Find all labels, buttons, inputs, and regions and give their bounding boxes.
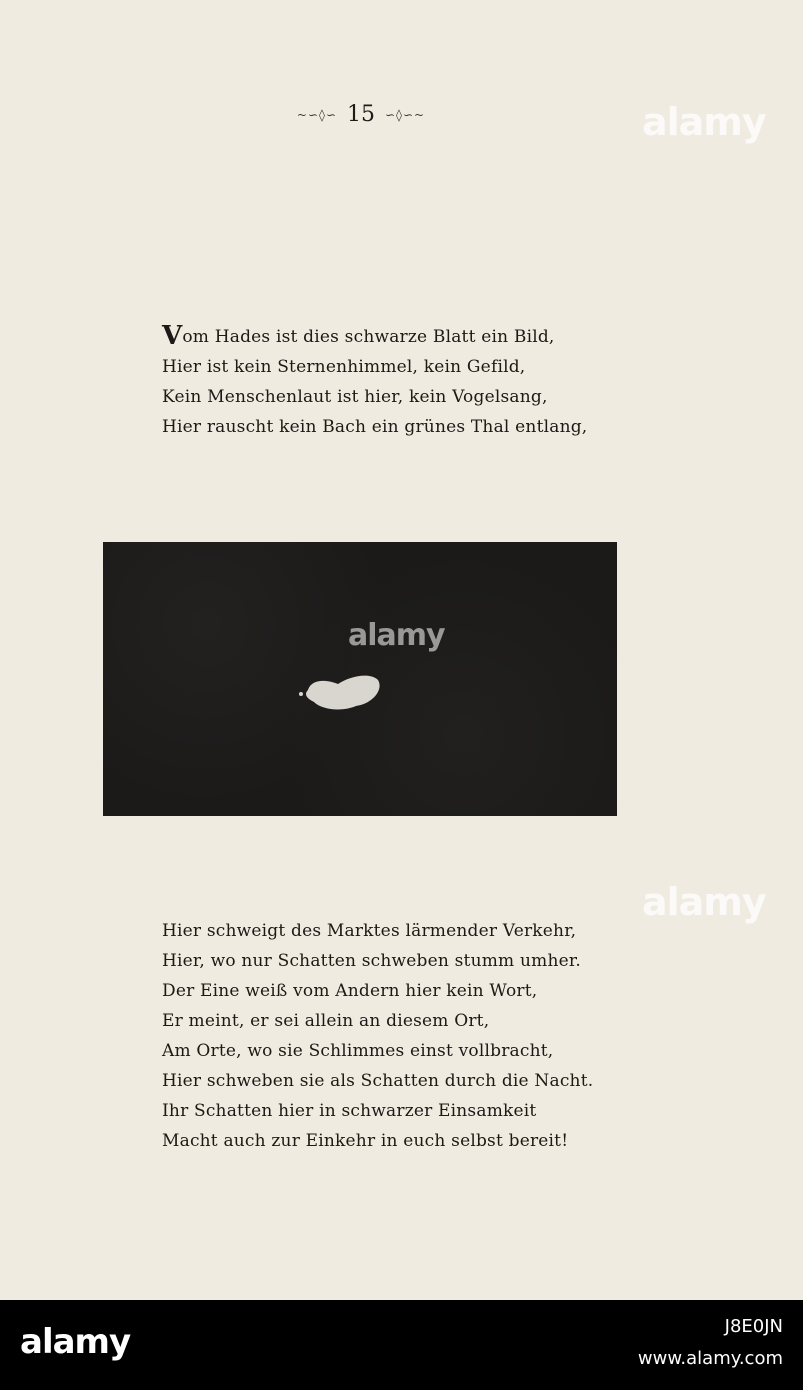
poem-line bbox=[162, 322, 592, 352]
poem-line: Hier ist kein Sternenhimmel, kein Gefild, bbox=[162, 357, 526, 377]
ornament-left-icon: ~∽◊∽ bbox=[296, 107, 337, 122]
poem-stanza-1 bbox=[162, 322, 592, 442]
page-number: 15 bbox=[347, 102, 375, 127]
ornament-right-icon: ∽◊∽~ bbox=[385, 107, 426, 122]
poem-line: Hier rauscht kein Bach ein grünes Thal entlang, bbox=[162, 417, 588, 437]
poem-line: Kein Menschenlaut ist hier, kein Vogelsang, bbox=[162, 387, 548, 407]
poem-line: Hier schweigt des Marktes lärmender Verkehr, bbox=[162, 921, 577, 941]
poem-line: Er meint, er sei allein an diesem Ort, bbox=[162, 1011, 490, 1031]
poem-line: Hier schweben sie als Schatten durch die Nacht. bbox=[162, 1071, 594, 1091]
poem-line: Ihr Schatten hier in schwarzer Einsamkeit bbox=[162, 1101, 537, 1121]
poem-line: Hier, wo nur Schatten schweben stumm umher. bbox=[162, 951, 581, 971]
watermark-top-right: alamy bbox=[642, 100, 766, 144]
stock-footer-bar bbox=[0, 1300, 803, 1390]
poem-line-text: om Hades ist dies schwarze Blatt ein Bild, bbox=[182, 327, 555, 347]
footer-url: www.alamy.com bbox=[637, 1348, 783, 1369]
footer-logo: alamy bbox=[20, 1322, 131, 1362]
drop-cap: V bbox=[162, 321, 183, 351]
watermark-mid-right: alamy bbox=[642, 880, 766, 924]
page-number-header bbox=[0, 102, 722, 127]
poem-line: Der Eine weiß vom Andern hier kein Wort, bbox=[162, 981, 538, 1001]
white-blot-icon bbox=[298, 670, 382, 714]
poem-line: Am Orte, wo sie Schlimmes einst vollbracht, bbox=[162, 1041, 554, 1061]
plate-watermark: alamy bbox=[348, 618, 445, 653]
black-plate-illustration bbox=[103, 542, 617, 816]
image-id: J8E0JN bbox=[724, 1316, 783, 1337]
poem-stanza-2 bbox=[162, 916, 592, 1156]
poem-line: Macht auch zur Einkehr in euch selbst bereit! bbox=[162, 1131, 569, 1151]
